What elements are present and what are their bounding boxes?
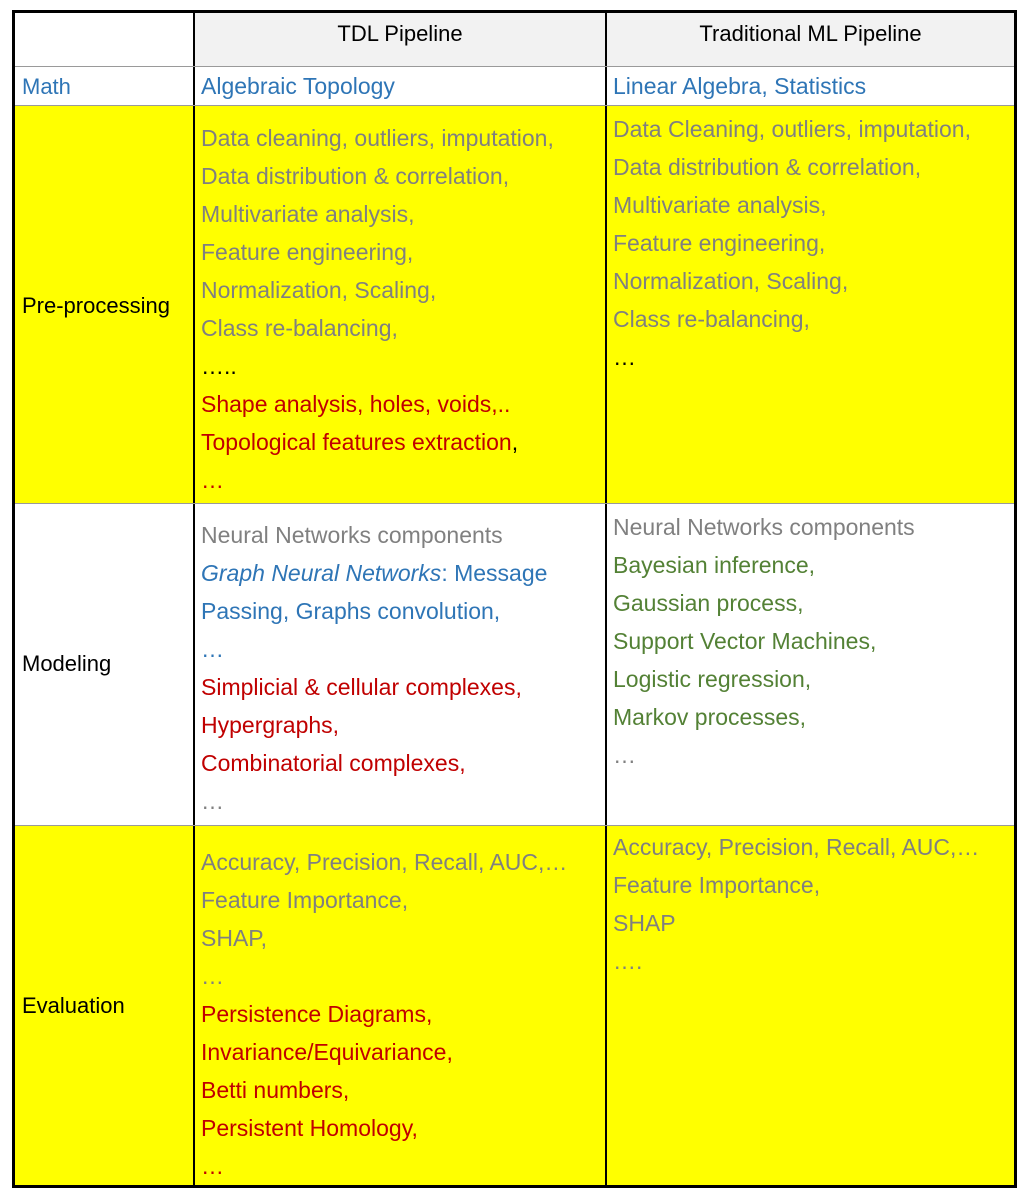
list-item: Accuracy, Precision, Recall, AUC,… — [613, 834, 980, 860]
modeling-tdl-cell — [195, 504, 607, 826]
evaluation-trad-cell — [607, 826, 1014, 1185]
list-item: Betti numbers, — [201, 1077, 350, 1103]
list-item: Markov processes, — [613, 704, 807, 730]
list-item: Shape analysis, holes, voids,.. — [201, 391, 511, 417]
math-trad-text: Linear Algebra, Statistics — [613, 73, 867, 99]
evaluation-tdl-cell — [195, 826, 607, 1185]
list-item: Class re-balancing, — [613, 306, 810, 332]
preprocessing-trad-cell — [607, 106, 1014, 504]
list-item: Normalization, Scaling, — [201, 277, 437, 303]
list-item: Gaussian process, — [613, 590, 804, 616]
list-item: Support Vector Machines, — [613, 628, 877, 654]
list-item: Neural Networks components — [201, 522, 503, 548]
list-item: Persistent Homology, — [201, 1115, 418, 1141]
modeling-trad-cell — [607, 504, 1014, 826]
modeling-label-cell — [15, 504, 195, 826]
list-item: ….. — [201, 353, 237, 379]
list-item-text: : Message — [441, 560, 548, 586]
tdl-header-cell — [195, 13, 607, 66]
preprocessing-row — [15, 105, 1014, 504]
modeling-label: Modeling — [22, 651, 112, 676]
preprocessing-tdl-cell — [195, 106, 607, 504]
list-item: Data cleaning, outliers, imputation, — [201, 125, 554, 151]
list-item: Passing, Graphs convolution, — [201, 598, 501, 624]
trad-header: Traditional ML Pipeline — [699, 21, 922, 46]
list-item: …. — [613, 948, 643, 974]
list-item: … — [201, 1153, 224, 1179]
list-item: Data Cleaning, outliers, imputation, — [613, 116, 971, 142]
comparison-table — [12, 10, 1017, 1188]
list-item-comma: , — [511, 429, 519, 455]
list-item: Feature engineering, — [201, 239, 414, 265]
math-label: Math — [22, 74, 71, 99]
list-item — [201, 554, 547, 592]
preprocessing-label-cell — [15, 106, 195, 504]
evaluation-row — [15, 825, 1014, 1185]
list-item: SHAP, — [201, 925, 268, 951]
list-item: Bayesian inference, — [613, 552, 816, 578]
list-item: Persistence Diagrams, — [201, 1001, 433, 1027]
list-item: SHAP — [613, 910, 676, 936]
evaluation-label-cell — [15, 826, 195, 1185]
list-item: Multivariate analysis, — [201, 201, 415, 227]
header-row — [15, 13, 1014, 66]
tdl-header: TDL Pipeline — [337, 21, 463, 46]
list-item: Class re-balancing, — [201, 315, 398, 341]
list-item: Combinatorial complexes, — [201, 750, 466, 776]
math-row — [15, 66, 1014, 106]
list-item-text: Topological features extraction — [201, 429, 512, 455]
corner-cell — [15, 13, 195, 66]
list-item: Invariance/Equivariance, — [201, 1039, 453, 1065]
list-item: Normalization, Scaling, — [613, 268, 849, 294]
list-item: Data distribution & correlation, — [613, 154, 922, 180]
trad-header-cell — [607, 13, 1014, 66]
math-label-cell — [15, 67, 195, 106]
list-item: … — [201, 467, 224, 493]
evaluation-label: Evaluation — [22, 993, 125, 1018]
list-item: Feature engineering, — [613, 230, 826, 256]
list-item: … — [201, 636, 224, 662]
list-item: … — [613, 344, 636, 370]
list-item — [201, 423, 554, 461]
list-item: Accuracy, Precision, Recall, AUC,… — [201, 849, 568, 875]
list-item: Multivariate analysis, — [613, 192, 827, 218]
list-item: … — [201, 788, 224, 814]
math-trad-cell — [607, 67, 1014, 106]
list-item: Hypergraphs, — [201, 712, 340, 738]
list-item: Logistic regression, — [613, 666, 812, 692]
math-tdl-cell — [195, 67, 607, 106]
list-item: … — [613, 742, 636, 768]
list-item: Data distribution & correlation, — [201, 163, 510, 189]
list-item: Feature Importance, — [613, 872, 821, 898]
preprocessing-label: Pre-processing — [22, 293, 170, 318]
list-item: Neural Networks components — [613, 514, 915, 540]
modeling-row — [15, 503, 1014, 826]
list-item: Feature Importance, — [201, 887, 409, 913]
math-tdl-text: Algebraic Topology — [201, 73, 395, 99]
list-item-emphasis: Graph Neural Networks — [201, 560, 442, 586]
list-item: … — [201, 963, 224, 989]
list-item: Simplicial & cellular complexes, — [201, 674, 522, 700]
